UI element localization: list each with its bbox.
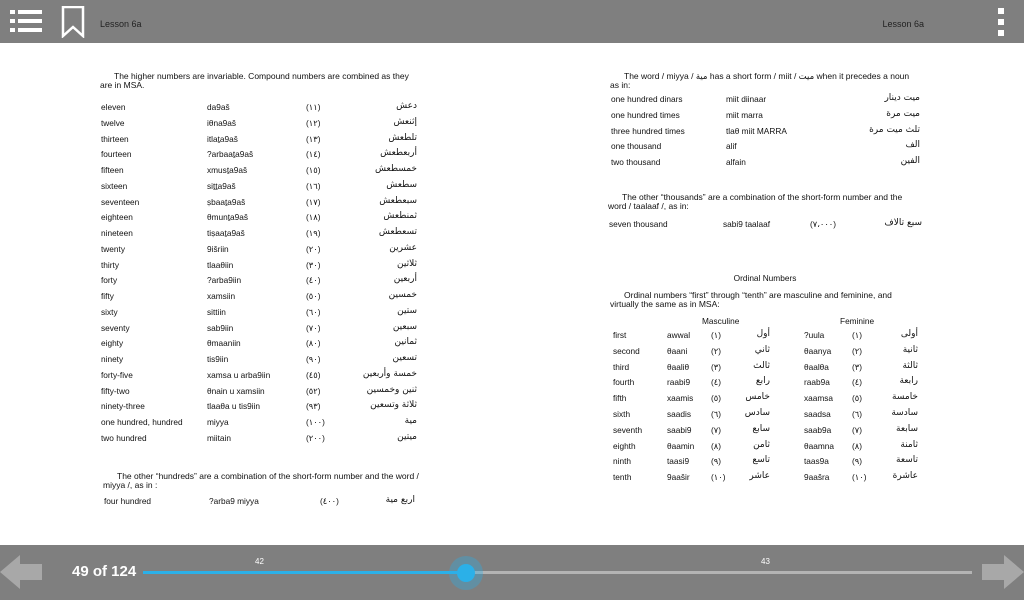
row-numeral: (١٢) — [306, 117, 321, 128]
ordinal-english: fourth — [613, 377, 635, 388]
row-english: seventeen — [101, 196, 140, 207]
row-numeral: (٤٥) — [306, 369, 321, 380]
row-arabic: ثنين وخمسين — [366, 384, 417, 395]
row-translit: ṣbaaṯa9aš — [207, 196, 246, 207]
ordinal-fem-translit: xaamsa — [804, 393, 834, 404]
row-numeral: (١٤) — [306, 149, 321, 160]
row-translit: tlaaθa u tis9iin — [207, 401, 261, 412]
row-numeral: (٤٠) — [306, 275, 321, 286]
row-english: fifty-two — [101, 385, 130, 396]
ordinal-fem-numeral: (٣) — [852, 361, 862, 372]
ordinal-masc-arabic: رابع — [755, 376, 770, 387]
ordinal-english: second — [613, 345, 640, 356]
ordinal-masc-arabic: أول — [756, 329, 770, 339]
ordinal-english: seventh — [613, 424, 643, 435]
example-english: four hundred — [104, 496, 152, 506]
overflow-menu-icon[interactable] — [994, 8, 1008, 36]
row-translit: itlaṯa9aš — [207, 133, 238, 144]
ordinal-fem-arabic: سادسة — [891, 408, 918, 418]
ordinal-masc-numeral: (١) — [711, 330, 721, 340]
list-menu-icon[interactable] — [10, 10, 42, 32]
row-english: forty-five — [101, 369, 133, 380]
row-arabic: مية — [404, 416, 417, 426]
row-english: forty — [101, 275, 118, 286]
feminine-label: Feminine — [840, 316, 875, 326]
row-english: thirteen — [101, 133, 129, 144]
row-numeral: (١٣) — [306, 133, 321, 144]
row-english: thirty — [101, 259, 119, 270]
ordinal-fem-arabic: أولى — [900, 329, 918, 339]
ordinal-fem-numeral: (٧) — [852, 424, 862, 435]
row-translit: miit diinaar — [726, 94, 767, 104]
thousand-english: seven thousand — [609, 219, 668, 229]
row-translit: alfain — [726, 157, 746, 168]
row-arabic: ستين — [397, 305, 417, 316]
row-english: seventy — [101, 322, 130, 333]
thousands-note: The other “thousands” are a combination of the short-form number and the word / taalaaf /, as in: — [608, 192, 903, 211]
row-numeral: (١٦) — [306, 180, 321, 191]
ordinal-fem-arabic: ثانية — [902, 344, 918, 355]
row-numeral: (٥٠) — [306, 291, 321, 301]
row-numeral: (٥٢) — [306, 385, 321, 396]
ordinal-masc-numeral: (٢) — [711, 345, 721, 356]
ordinal-fem-translit: ?uula — [804, 330, 825, 340]
row-translit: tis9iin — [207, 354, 229, 364]
ordinal-masc-translit: θaaliθ — [667, 361, 690, 372]
row-translit: tlaθ miit MARRA — [726, 125, 787, 136]
row-arabic: الف — [905, 140, 920, 151]
ordinal-masc-translit: saabi9 — [667, 424, 692, 435]
row-arabic: ميت دينار — [884, 93, 920, 103]
ordinal-fem-numeral: (٨) — [852, 440, 862, 451]
chapter-tick-43: 43 — [761, 557, 770, 566]
ordinal-masc-numeral: (٥) — [711, 393, 721, 404]
row-numeral: (٦٠) — [306, 306, 321, 317]
chapter-tick-42: 42 — [255, 557, 264, 566]
row-arabic: خمسطعش — [375, 164, 417, 174]
ordinal-masc-arabic: ثامن — [753, 439, 770, 450]
bottom-navigation-bar — [0, 545, 1024, 600]
ordinal-fem-translit: saadsa — [804, 409, 831, 419]
row-arabic: خمسين — [388, 290, 417, 300]
row-numeral: (٨٠) — [306, 338, 321, 349]
ordinal-masc-numeral: (٧) — [711, 424, 721, 435]
row-english: eighteen — [101, 212, 133, 223]
progress-track[interactable] — [143, 571, 972, 574]
row-arabic: أربعطعش — [380, 148, 417, 159]
row-numeral: (٢٠) — [306, 243, 321, 254]
ordinal-masc-translit: saadis — [667, 409, 691, 419]
row-arabic: ميتين — [397, 431, 417, 442]
ordinal-masc-arabic: خامس — [745, 392, 770, 403]
example-numeral: (٤٠٠) — [320, 496, 339, 506]
ordinal-masc-numeral: (٤) — [711, 377, 721, 388]
row-numeral: (١٩) — [306, 228, 321, 238]
ordinal-fem-arabic: ثامنة — [900, 439, 918, 450]
row-translit: sittiin — [207, 306, 226, 317]
row-translit: tiṣaaṯa9aš — [207, 228, 245, 238]
ordinal-masc-arabic: ثاني — [754, 344, 770, 355]
example-translit: ?arba9 miyya — [209, 496, 259, 506]
row-translit: sab9iin — [207, 322, 234, 333]
row-arabic: الفين — [900, 156, 920, 167]
row-arabic: دعش — [396, 101, 417, 111]
row-english: eighty — [101, 338, 124, 349]
ordinal-english: third — [613, 361, 630, 372]
row-arabic: تلث ميت مرة — [869, 124, 920, 135]
row-numeral: (١٨) — [306, 212, 321, 223]
row-english: sixty — [101, 306, 118, 317]
example-arabic: اربع مية — [385, 495, 415, 505]
row-numeral: (١٧) — [306, 196, 321, 207]
row-english: one hundred times — [611, 109, 680, 120]
row-translit: xamsiin — [207, 291, 236, 301]
ordinal-masc-translit: taasi9 — [667, 456, 690, 467]
ordinal-fem-numeral: (٤) — [852, 377, 862, 388]
row-numeral: (٧٠) — [306, 322, 321, 333]
row-arabic: ثلاثين — [397, 258, 417, 269]
ordinal-fem-numeral: (٢) — [852, 345, 862, 356]
ordinal-masc-translit: 9aašir — [667, 472, 690, 483]
ordinal-english: fifth — [613, 393, 627, 404]
ordinal-fem-translit: raab9a — [804, 377, 830, 388]
row-english: one hundred, hundred — [101, 417, 183, 427]
row-translit: miit marra — [726, 109, 763, 120]
ordinal-masc-arabic: عاشر — [749, 471, 770, 482]
row-numeral: (١٠٠) — [306, 417, 325, 427]
ordinal-masc-numeral: (٩) — [711, 456, 721, 467]
top-toolbar — [0, 0, 1024, 43]
row-english: two thousand — [611, 157, 661, 168]
row-english: two hundred — [101, 432, 147, 443]
row-arabic: سبعين — [392, 321, 417, 332]
row-arabic: تلطعش — [388, 132, 417, 143]
page-header-left: Lesson 6a — [100, 19, 142, 29]
ordinal-fem-numeral: (١) — [852, 330, 862, 340]
row-numeral: (٩٠) — [306, 354, 321, 364]
row-translit: siṯṯa9aš — [207, 180, 236, 191]
masculine-label: Masculine — [702, 316, 740, 326]
ordinal-fem-arabic: خامسة — [892, 392, 918, 403]
row-arabic: سبعطعش — [379, 195, 417, 206]
arrow-right-icon[interactable] — [980, 555, 1024, 589]
progress-fill — [143, 571, 466, 574]
ordinal-english: ninth — [613, 456, 631, 467]
ordinal-masc-translit: θaamin — [667, 440, 695, 451]
row-translit: xamsa u arba9iin — [207, 369, 271, 380]
row-translit: miyya — [207, 417, 229, 427]
row-arabic: أربعين — [393, 274, 417, 285]
ordinal-fem-numeral: (١٠) — [852, 472, 867, 483]
ordinal-masc-translit: raabi9 — [667, 377, 691, 388]
ordinal-fem-numeral: (٩) — [852, 456, 862, 467]
ordinal-fem-translit: taas9a — [804, 456, 829, 467]
row-translit: θmaaniin — [207, 338, 241, 349]
ordinal-masc-arabic: تاسع — [752, 455, 770, 466]
thousand-arabic: سبع تالاف — [884, 218, 922, 228]
row-english: ninety-three — [101, 401, 145, 412]
ordinal-masc-numeral: (٣) — [711, 361, 721, 372]
row-english: twenty — [101, 243, 125, 254]
row-translit: tlaaθiin — [207, 259, 234, 270]
ordinal-masc-numeral: (١٠) — [711, 472, 726, 483]
row-translit: ?arba9iin — [207, 275, 242, 286]
row-english: sixteen — [101, 180, 128, 191]
page-count: 49 of 124 — [72, 563, 137, 580]
row-english: twelve — [101, 117, 125, 128]
ordinal-masc-numeral: (٨) — [711, 440, 721, 451]
row-numeral: (٢٠٠) — [306, 432, 325, 443]
intro-paragraph: The higher numbers are invariable. Compound numbers are combined as they are in MSA. — [100, 71, 409, 90]
ordinal-fem-translit: θaamna — [804, 440, 834, 451]
hundreds-note: The other “hundreds” are a combination of the short-form number and the word / miyya /, as in : — [103, 471, 419, 490]
row-translit: θnain u xamsiin — [207, 385, 265, 396]
row-arabic: ثلاثة وتسعين — [370, 400, 417, 411]
row-english: fourteen — [101, 149, 132, 160]
thousand-numeral: (٧،٠٠٠) — [810, 219, 837, 229]
row-translit: 9išriin — [207, 243, 229, 254]
row-translit: θmunṯa9aš — [207, 212, 249, 223]
row-english: ninety — [101, 354, 124, 364]
row-numeral: (٣٠) — [306, 259, 321, 270]
ordinal-masc-translit: θaani — [667, 345, 688, 356]
arrow-left-icon[interactable] — [0, 555, 44, 589]
row-english: nineteen — [101, 228, 133, 238]
row-translit: miitain — [207, 432, 231, 443]
row-english: one thousand — [611, 141, 662, 152]
ordinal-masc-translit: awwal — [667, 330, 691, 340]
row-arabic: ثمانين — [394, 337, 417, 348]
ordinal-fem-numeral: (٥) — [852, 393, 862, 404]
progress-thumb[interactable] — [449, 556, 483, 590]
row-arabic: ميت مرة — [886, 108, 920, 119]
row-translit: ?arbaaṯa9aš — [207, 149, 254, 160]
row-english: eleven — [101, 102, 126, 112]
row-english: one hundred dinars — [611, 94, 683, 104]
row-arabic: سطعش — [386, 179, 417, 190]
row-arabic: تسعين — [392, 353, 417, 363]
ordinal-fem-translit: θaalθa — [804, 361, 829, 372]
ordinal-english: tenth — [613, 472, 632, 483]
ordinal-masc-arabic: سابع — [752, 423, 770, 434]
ordinal-english: first — [613, 330, 627, 340]
row-numeral: (١١) — [306, 102, 321, 112]
ordinal-masc-arabic: سادس — [744, 408, 770, 418]
row-arabic: إثنعش — [393, 116, 417, 127]
row-arabic: عشرين — [389, 242, 417, 253]
ordinal-fem-arabic: عاشرة — [892, 471, 918, 482]
miyya-note: The word / miyya / مية has a short form / miit / ميت when it precedes a noun as in: — [610, 71, 910, 90]
bookmark-icon[interactable] — [61, 6, 85, 38]
ordinal-fem-arabic: رابعة — [899, 376, 918, 387]
ordinal-masc-translit: xaamis — [667, 393, 694, 404]
ordinal-fem-numeral: (٦) — [852, 409, 862, 419]
row-arabic: تسعطعش — [378, 227, 417, 237]
ordinal-fem-translit: saab9a — [804, 424, 832, 435]
row-translit: alif — [726, 141, 737, 152]
row-english: fifteen — [101, 165, 124, 175]
ordinal-fem-translit: θaanya — [804, 345, 832, 356]
row-translit: da9aš — [207, 102, 230, 112]
ordinal-fem-arabic: سابعة — [896, 423, 918, 434]
thousand-translit: sabi9 taalaaf — [723, 219, 771, 229]
ordinal-fem-arabic: تاسعة — [896, 455, 918, 466]
ordinal-fem-arabic: ثالثة — [902, 360, 918, 371]
ordinal-note: Ordinal numbers “first” through “tenth” are masculine and feminine, and virtually the same as in MSA: — [610, 290, 892, 309]
row-arabic: ثمنطعش — [383, 211, 417, 222]
ordinal-title: Ordinal Numbers — [733, 273, 797, 283]
ordinal-masc-arabic: ثالث — [753, 360, 770, 371]
row-arabic: خمسة وأربعين — [362, 368, 417, 379]
page-header-right: Lesson 6a — [882, 19, 924, 29]
ordinal-english: sixth — [613, 409, 631, 419]
ordinal-masc-numeral: (٦) — [711, 409, 721, 419]
row-english: three hundred times — [611, 125, 685, 136]
row-numeral: (١٥) — [306, 165, 321, 175]
row-translit: iθna9aš — [207, 117, 237, 128]
row-numeral: (٩٣) — [306, 401, 321, 412]
ordinal-english: eighth — [613, 440, 636, 451]
row-translit: xmusṯa9aš — [207, 165, 248, 175]
row-english: fifty — [101, 291, 114, 301]
ordinal-fem-translit: 9aašra — [804, 472, 830, 483]
